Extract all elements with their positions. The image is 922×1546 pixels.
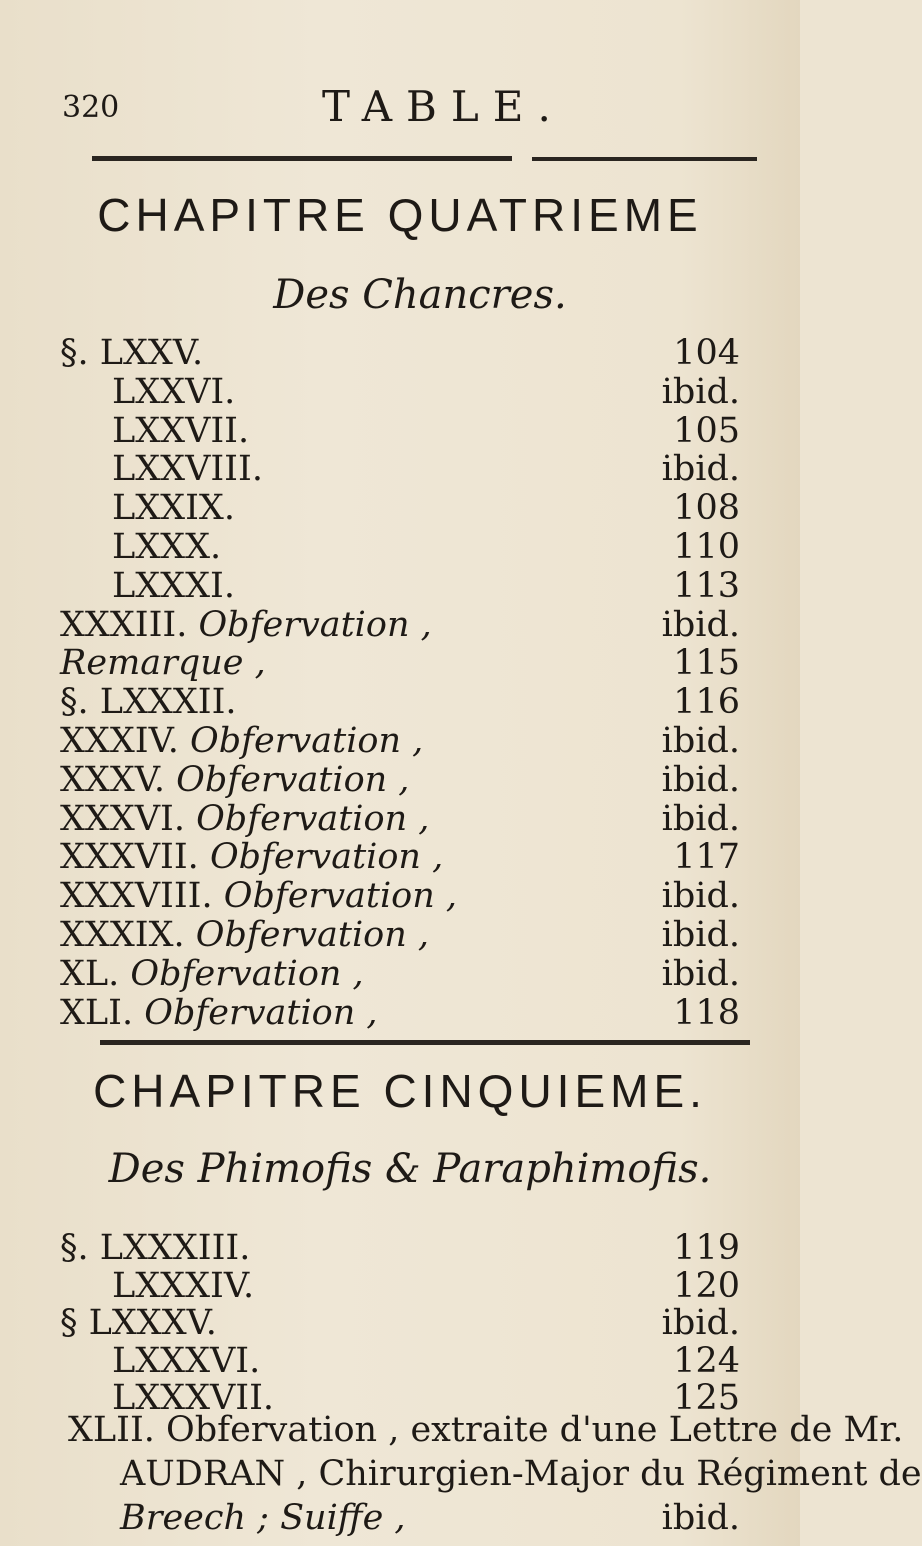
long-entry-page [662, 1498, 740, 1538]
page-number: 320 [62, 90, 120, 125]
entry-label: XL. Obfervation , [60, 953, 364, 994]
entry-label: XLI. Obfervation , [60, 992, 378, 1033]
index-entry [0, 721, 800, 765]
entry-label: XXXVIII. Obfervation , [60, 876, 458, 917]
entry-label-italic: Obfervation , [144, 992, 378, 1033]
entry-label-italic: Obfervation , [190, 721, 424, 761]
entry-label: LXXXVI. [112, 1340, 261, 1381]
entry-page-number: 110 [673, 527, 740, 567]
long-entry-page-number: ibid. [661, 1498, 740, 1538]
entry-label: XXXIII. Obfervation , [60, 604, 432, 645]
index-entry [0, 411, 800, 455]
index-entry [0, 837, 800, 881]
entry-page-number: 105 [673, 410, 740, 451]
entry-label: LXXX. [112, 527, 222, 567]
entry-label: LXXVIII. [112, 449, 263, 490]
running-title: TABLE. [322, 82, 565, 131]
entry-page-number: ibid. [661, 953, 740, 994]
entry-page-number: 125 [673, 1378, 740, 1418]
index-entry [0, 643, 800, 687]
entry-page-number: ibid. [661, 604, 740, 645]
entry-label: §. LXXXIII. [60, 1228, 251, 1268]
entry-label: LXXVI. [112, 371, 236, 412]
index-entry [0, 993, 800, 1037]
header-rule-left [92, 156, 512, 161]
entry-page-number: ibid. [661, 876, 740, 917]
index-entry [0, 682, 800, 726]
entry-page-number: 117 [673, 837, 740, 878]
entry-page-number: ibid. [661, 721, 740, 761]
index-entry [0, 760, 800, 804]
entry-label: LXXXI. [112, 565, 235, 606]
entry-page-number: 116 [673, 682, 740, 723]
entry-label-italic: Obfervation , [130, 953, 364, 994]
entry-page-number: 108 [673, 488, 740, 529]
entry-page-number: ibid. [661, 915, 740, 955]
long-entry-line-3 [120, 1498, 406, 1538]
running-head [0, 82, 800, 132]
entry-page-number: 119 [673, 1228, 740, 1268]
entry-label: § LXXXV. [60, 1303, 217, 1343]
entry-label: §. LXXXII. [60, 682, 237, 723]
index-entry [0, 372, 800, 416]
entry-label: Remarque , [60, 643, 266, 684]
chapter-5-subtitle: Des Phimofis & Paraphimofis. [108, 1146, 712, 1192]
entry-label: XXXIX. Obfervation , [60, 915, 430, 955]
entry-label: XXXVI. Obfervation , [60, 798, 430, 839]
long-entry-line-1 [68, 1410, 903, 1450]
index-entry [0, 333, 800, 377]
entry-label-italic: Obfervation , [176, 759, 410, 800]
chapter-4-subtitle: Des Chancres. [273, 272, 567, 318]
entry-label: §. LXXV. [60, 333, 204, 373]
entry-label: LXXVII. [112, 410, 250, 451]
entry-page-number: 120 [673, 1265, 740, 1306]
index-entry [0, 488, 800, 532]
entry-page-number: 115 [673, 643, 740, 684]
chapter-5-rule [100, 1040, 750, 1045]
entry-label-italic: Obfervation , [209, 837, 444, 878]
entry-label-italic: Obfervation , [195, 915, 430, 955]
entry-page-number: 118 [673, 992, 740, 1033]
entry-label: LXXIX. [112, 488, 235, 529]
entry-label-italic: Obfervation , [223, 876, 458, 917]
chapter-5-title: CHAPITRE CINQUIEME. [93, 1065, 707, 1117]
entry-label: XXXV. Obfervation , [60, 759, 410, 800]
entry-page-number: ibid. [661, 1303, 740, 1343]
entry-label-italic: Obfervation , [196, 798, 430, 839]
header-rule-right [532, 157, 757, 161]
index-entry [0, 449, 800, 493]
entry-page-number: 124 [673, 1340, 740, 1381]
index-entry [0, 527, 800, 571]
long-entry-text-2: AUDRAN , Chirurgien-Major du Régiment de [120, 1454, 922, 1494]
index-entry [0, 566, 800, 610]
index-entry [0, 605, 800, 649]
entry-page-number: 113 [673, 565, 740, 606]
entry-page-number: 104 [673, 333, 740, 373]
long-entry-line-2 [120, 1454, 922, 1494]
long-entry-text-3: Breech ; Suiffe , [120, 1498, 406, 1538]
index-entry [0, 954, 800, 998]
entry-label: XXXIV. Obfervation , [60, 721, 424, 761]
entry-page-number: ibid. [661, 449, 740, 490]
entry-page-number: ibid. [661, 798, 740, 839]
index-entry [0, 799, 800, 843]
entry-label: LXXXIV. [112, 1265, 255, 1306]
index-entry [0, 876, 800, 920]
entry-label: XXXVII. Obfervation , [60, 837, 444, 878]
chapter-4-title: CHAPITRE QUATRIEME [97, 189, 703, 241]
entry-label: LXXXVII. [112, 1378, 275, 1418]
entry-label-italic: Obfervation , [198, 604, 432, 645]
entry-page-number: ibid. [661, 759, 740, 800]
entry-page-number: ibid. [661, 371, 740, 412]
long-entry-text-1: XLII. Obfervation , extraite d'une Lettre de Mr. [68, 1410, 904, 1450]
index-entry [0, 915, 800, 959]
